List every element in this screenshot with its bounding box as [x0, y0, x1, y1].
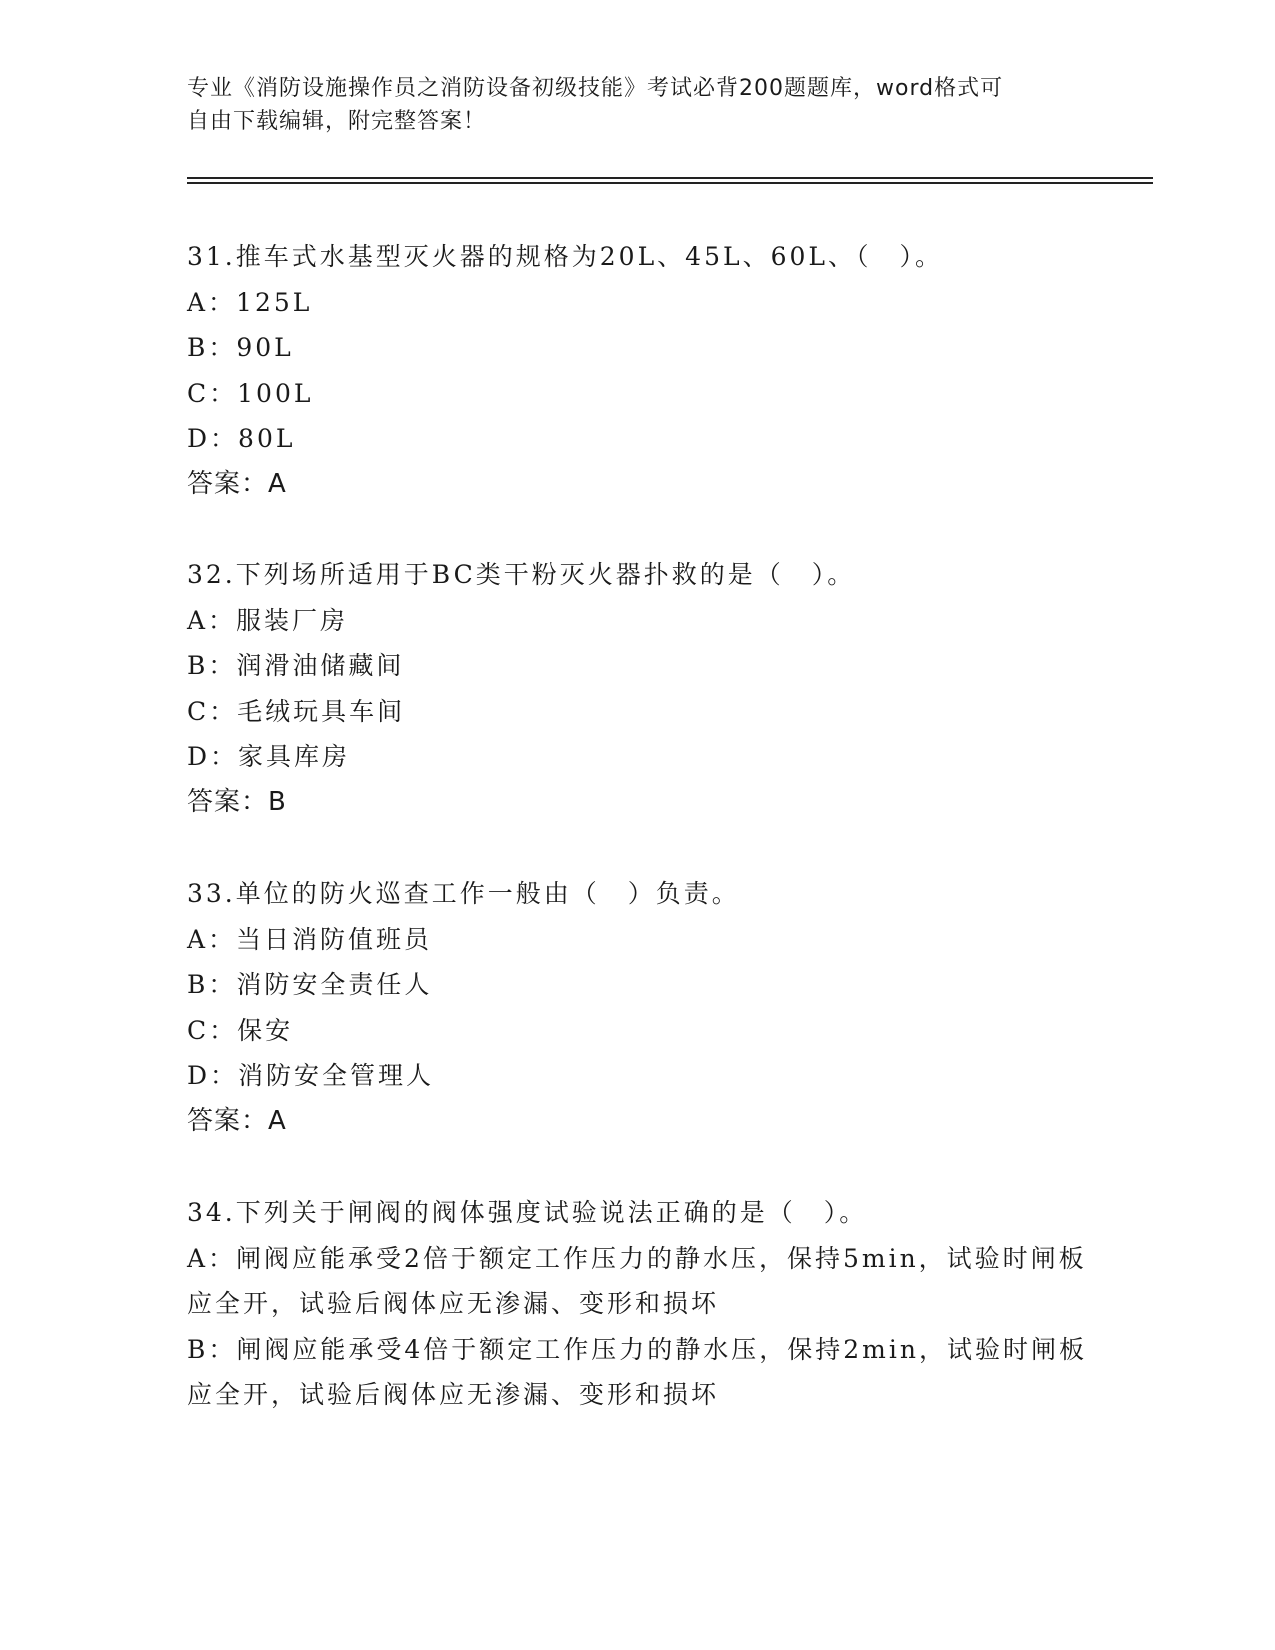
option-a: A：服装厂房 — [187, 605, 349, 635]
question-33 — [187, 871, 1087, 1144]
option-b: B：90L — [187, 333, 294, 362]
option-b: B：闸阀应能承受4倍于额定工作压力的静水压，保持2min，试验时闸板应全开，试验后阀体应无渗漏、变形和损坏 — [187, 1334, 1087, 1409]
question-31 — [187, 234, 1087, 507]
option-d: D：80L — [187, 424, 296, 453]
option-d: D：消防安全管理人 — [187, 1061, 435, 1090]
option-c: C：保安 — [187, 1015, 294, 1045]
question-text: 33.单位的防火巡查工作一般由（ ）负责。 — [187, 879, 740, 908]
question-text: 32.下列场所适用于BC类干粉灭火器扑救的是（ ）。 — [187, 560, 856, 589]
header-line-1: 专业《消防设施操作员之消防设备初级技能》考试必背200题题库，word格式可 — [187, 76, 1004, 101]
document-header — [187, 72, 1087, 138]
option-a: A：125L — [187, 287, 313, 317]
option-b: B：消防安全责任人 — [187, 970, 433, 999]
answer: 答案：B — [187, 786, 287, 817]
header-divider-top — [187, 177, 1153, 179]
header-divider-bottom — [187, 182, 1153, 184]
option-c: C：100L — [187, 378, 314, 408]
answer: 答案：A — [187, 1105, 287, 1136]
answer: 答案：A — [187, 468, 287, 499]
option-c: C：毛绒玩具车间 — [187, 696, 406, 726]
option-a: A：闸阀应能承受2倍于额定工作压力的静水压，保持5min，试验时闸板应全开，试验后阀体应无渗漏、变形和损坏 — [187, 1243, 1087, 1318]
question-34 — [187, 1190, 1087, 1418]
option-b: B：润滑油储藏间 — [187, 651, 405, 680]
option-a: A：当日消防值班员 — [187, 924, 433, 954]
option-d: D：家具库房 — [187, 742, 351, 771]
question-text: 34.下列关于闸阀的阀体强度试验说法正确的是（ ）。 — [187, 1198, 868, 1227]
question-text: 31.推车式水基型灭火器的规格为20L、45L、60L、（ ）。 — [187, 242, 943, 271]
header-line-2: 自由下载编辑，附完整答案！ — [187, 109, 487, 134]
question-32 — [187, 552, 1087, 825]
